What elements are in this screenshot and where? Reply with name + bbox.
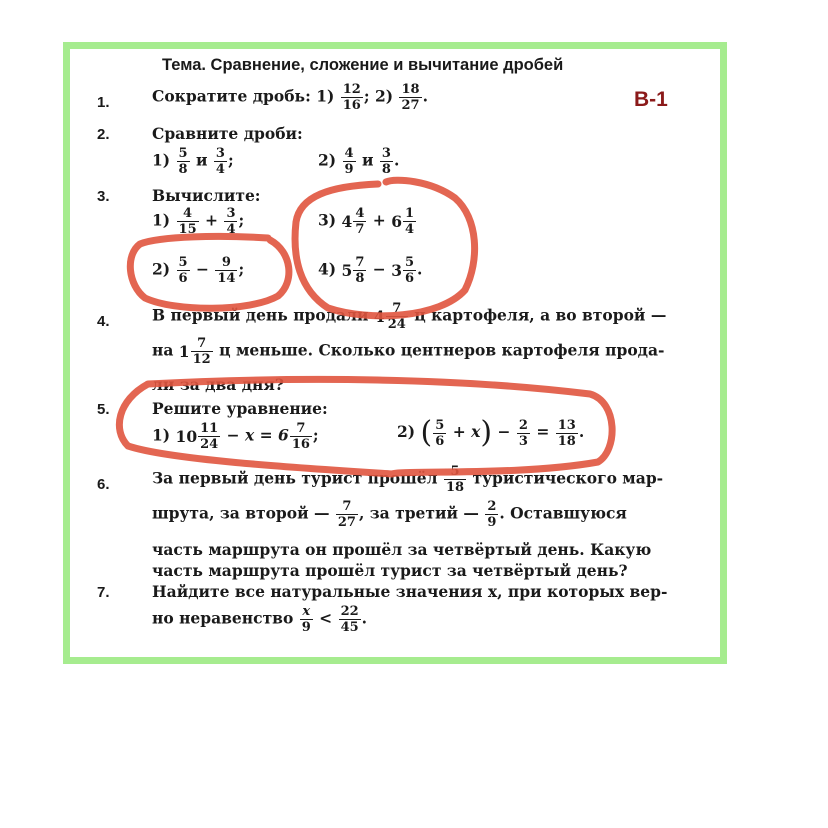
task-number-7: 7.	[97, 584, 110, 601]
task-3-part-1: 1) $\frac{4}{15}$ + $\frac{3}{4}$ ;	[152, 206, 245, 237]
task-number-6: 6.	[97, 476, 110, 493]
task-2-part-2: 2) $\frac{4}{9}$ и $\frac{3}{8}$ .	[318, 146, 400, 177]
task-5-equation-1: 1) 10 $\frac{11}{24}$ − x = 6 $\frac{7}{16}$ ;	[152, 421, 319, 452]
task-7-line-1: Найдите все натуральные значения x, при которых вер-	[152, 582, 668, 601]
task-2-text: Сравните дроби:	[152, 124, 303, 143]
task-5-equation-2: 2) ( $\frac{5}{6}$ + x) − $\frac{2}{3}$ = $\frac{13}{18}$ .	[397, 415, 585, 450]
task-3-part-3: 3) 4 $\frac{4}{7}$ + 6 $\frac{1}{4}$	[318, 206, 415, 237]
task-3-part-2: 2) $\frac{5}{6}$ − $\frac{9}{14}$ ;	[152, 255, 245, 286]
task-6-line-1: За первый день турист прошёл $\frac{5}{18}$ туристического мар-	[152, 464, 664, 495]
task-number-1: 1.	[97, 94, 110, 111]
fraction: $\frac{12}{16}$	[342, 82, 361, 113]
task-number-5: 5.	[97, 401, 110, 418]
task-7-line-2: но неравенство $\frac{x}{9}$ < $\frac{22}{45}$ .	[152, 604, 368, 635]
task-number-3: 3.	[97, 188, 110, 205]
task-1-text: Сократите дробь: 1)	[152, 86, 335, 106]
task-6-line-3: часть маршрута он прошёл за четвёртый день. Какую	[152, 540, 652, 559]
page-title: Тема. Сравнение, сложение и вычитание дробей	[162, 56, 564, 74]
variant-label: В-1	[634, 88, 668, 111]
task-6-line-4: часть маршрута прошёл турист за четвёртый день?	[152, 561, 628, 580]
task-3-text: Вычислите:	[152, 186, 261, 205]
task-5-text: Решите уравнение:	[152, 399, 328, 418]
task-4-line-3: ли за два дня?	[152, 375, 284, 394]
task-4-line-2: на 1 $\frac{7}{12}$ ц меньше. Сколько центнеров картофеля прода-	[152, 336, 665, 367]
task-1: Сократите дробь: 1) $\frac{12}{16}$ ; 2) $\frac{18}{27}$ .	[152, 82, 428, 113]
task-number-2: 2.	[97, 126, 110, 143]
task-2-part-1: 1) $\frac{5}{8}$ и $\frac{3}{4}$ ;	[152, 146, 234, 177]
task-number-4: 4.	[97, 313, 110, 330]
task-4-line-1: В первый день продали 4 $\frac{7}{24}$ ц картофеля, а во второй —	[152, 301, 667, 332]
task-3-part-4: 4) 5 $\frac{7}{8}$ − 3 $\frac{5}{6}$ .	[318, 255, 423, 286]
fraction: $\frac{18}{27}$	[401, 82, 420, 113]
task-6-line-2: шрута, за второй — $\frac{7}{27}$ , за третий — $\frac{2}{9}$ . Оставшуюся	[152, 499, 627, 530]
